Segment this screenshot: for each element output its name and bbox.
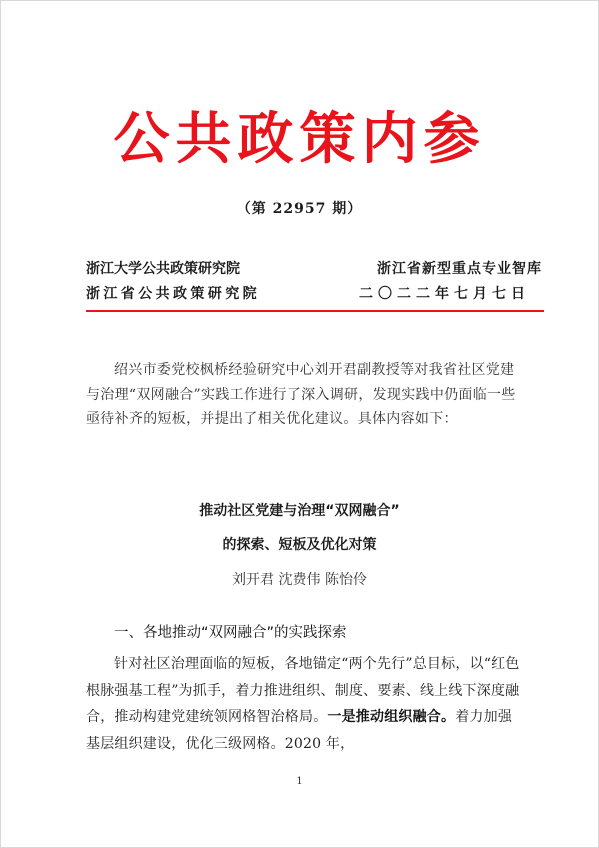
publisher-2: 浙江省公共政策研究院 [86,286,260,302]
page-number: 1 [296,776,303,787]
header-rule [86,310,544,312]
intro-paragraph: 绍兴市委党校枫桥经验研究中心刘开君副教授等对我省社区党建与治理“双网融合”实践工作进行了深入调研，发现实践中仍面临一些亟待补齐的短板，并提出了相关优化建议。具体内容如下： [86,362,516,427]
bold-phrase: 一是推动组织融合。 [327,709,456,725]
article-title-line-2: 的探索、短板及优化对策 [222,537,377,553]
paragraph-start: 针对社区治理面临的短板，各地锚定“两个先行”总目标，以“红色根脉强基工程”为抓手，着力推进组织、制度、要素、线上线下深度融合，推动构建党建统领网格智治格局。 [86,656,520,725]
article-title-line-1: 推动社区党建与治理“双网融合” [199,503,400,519]
info-row-1 [86,258,542,278]
info-row-2 [86,283,542,303]
masthead-title: 公共政策内参 [113,107,486,172]
section-1-paragraph [86,651,526,757]
publisher-1: 浙江大学公共政策研究院 [86,261,240,277]
section-1-heading: 一、各地推动“双网融合”的实践探索 [114,625,347,641]
designation: 浙江省新型重点专业智库 [377,261,542,277]
issue-number: （第 22957 期） [236,201,363,217]
publish-date: 二〇二二年七月七日 [359,286,530,302]
paragraph-end: 着力加强基层组织建设，优化三级网格。2020 年， [86,709,513,752]
article-authors: 刘开君 沈费伟 陈怡伶 [232,572,367,588]
